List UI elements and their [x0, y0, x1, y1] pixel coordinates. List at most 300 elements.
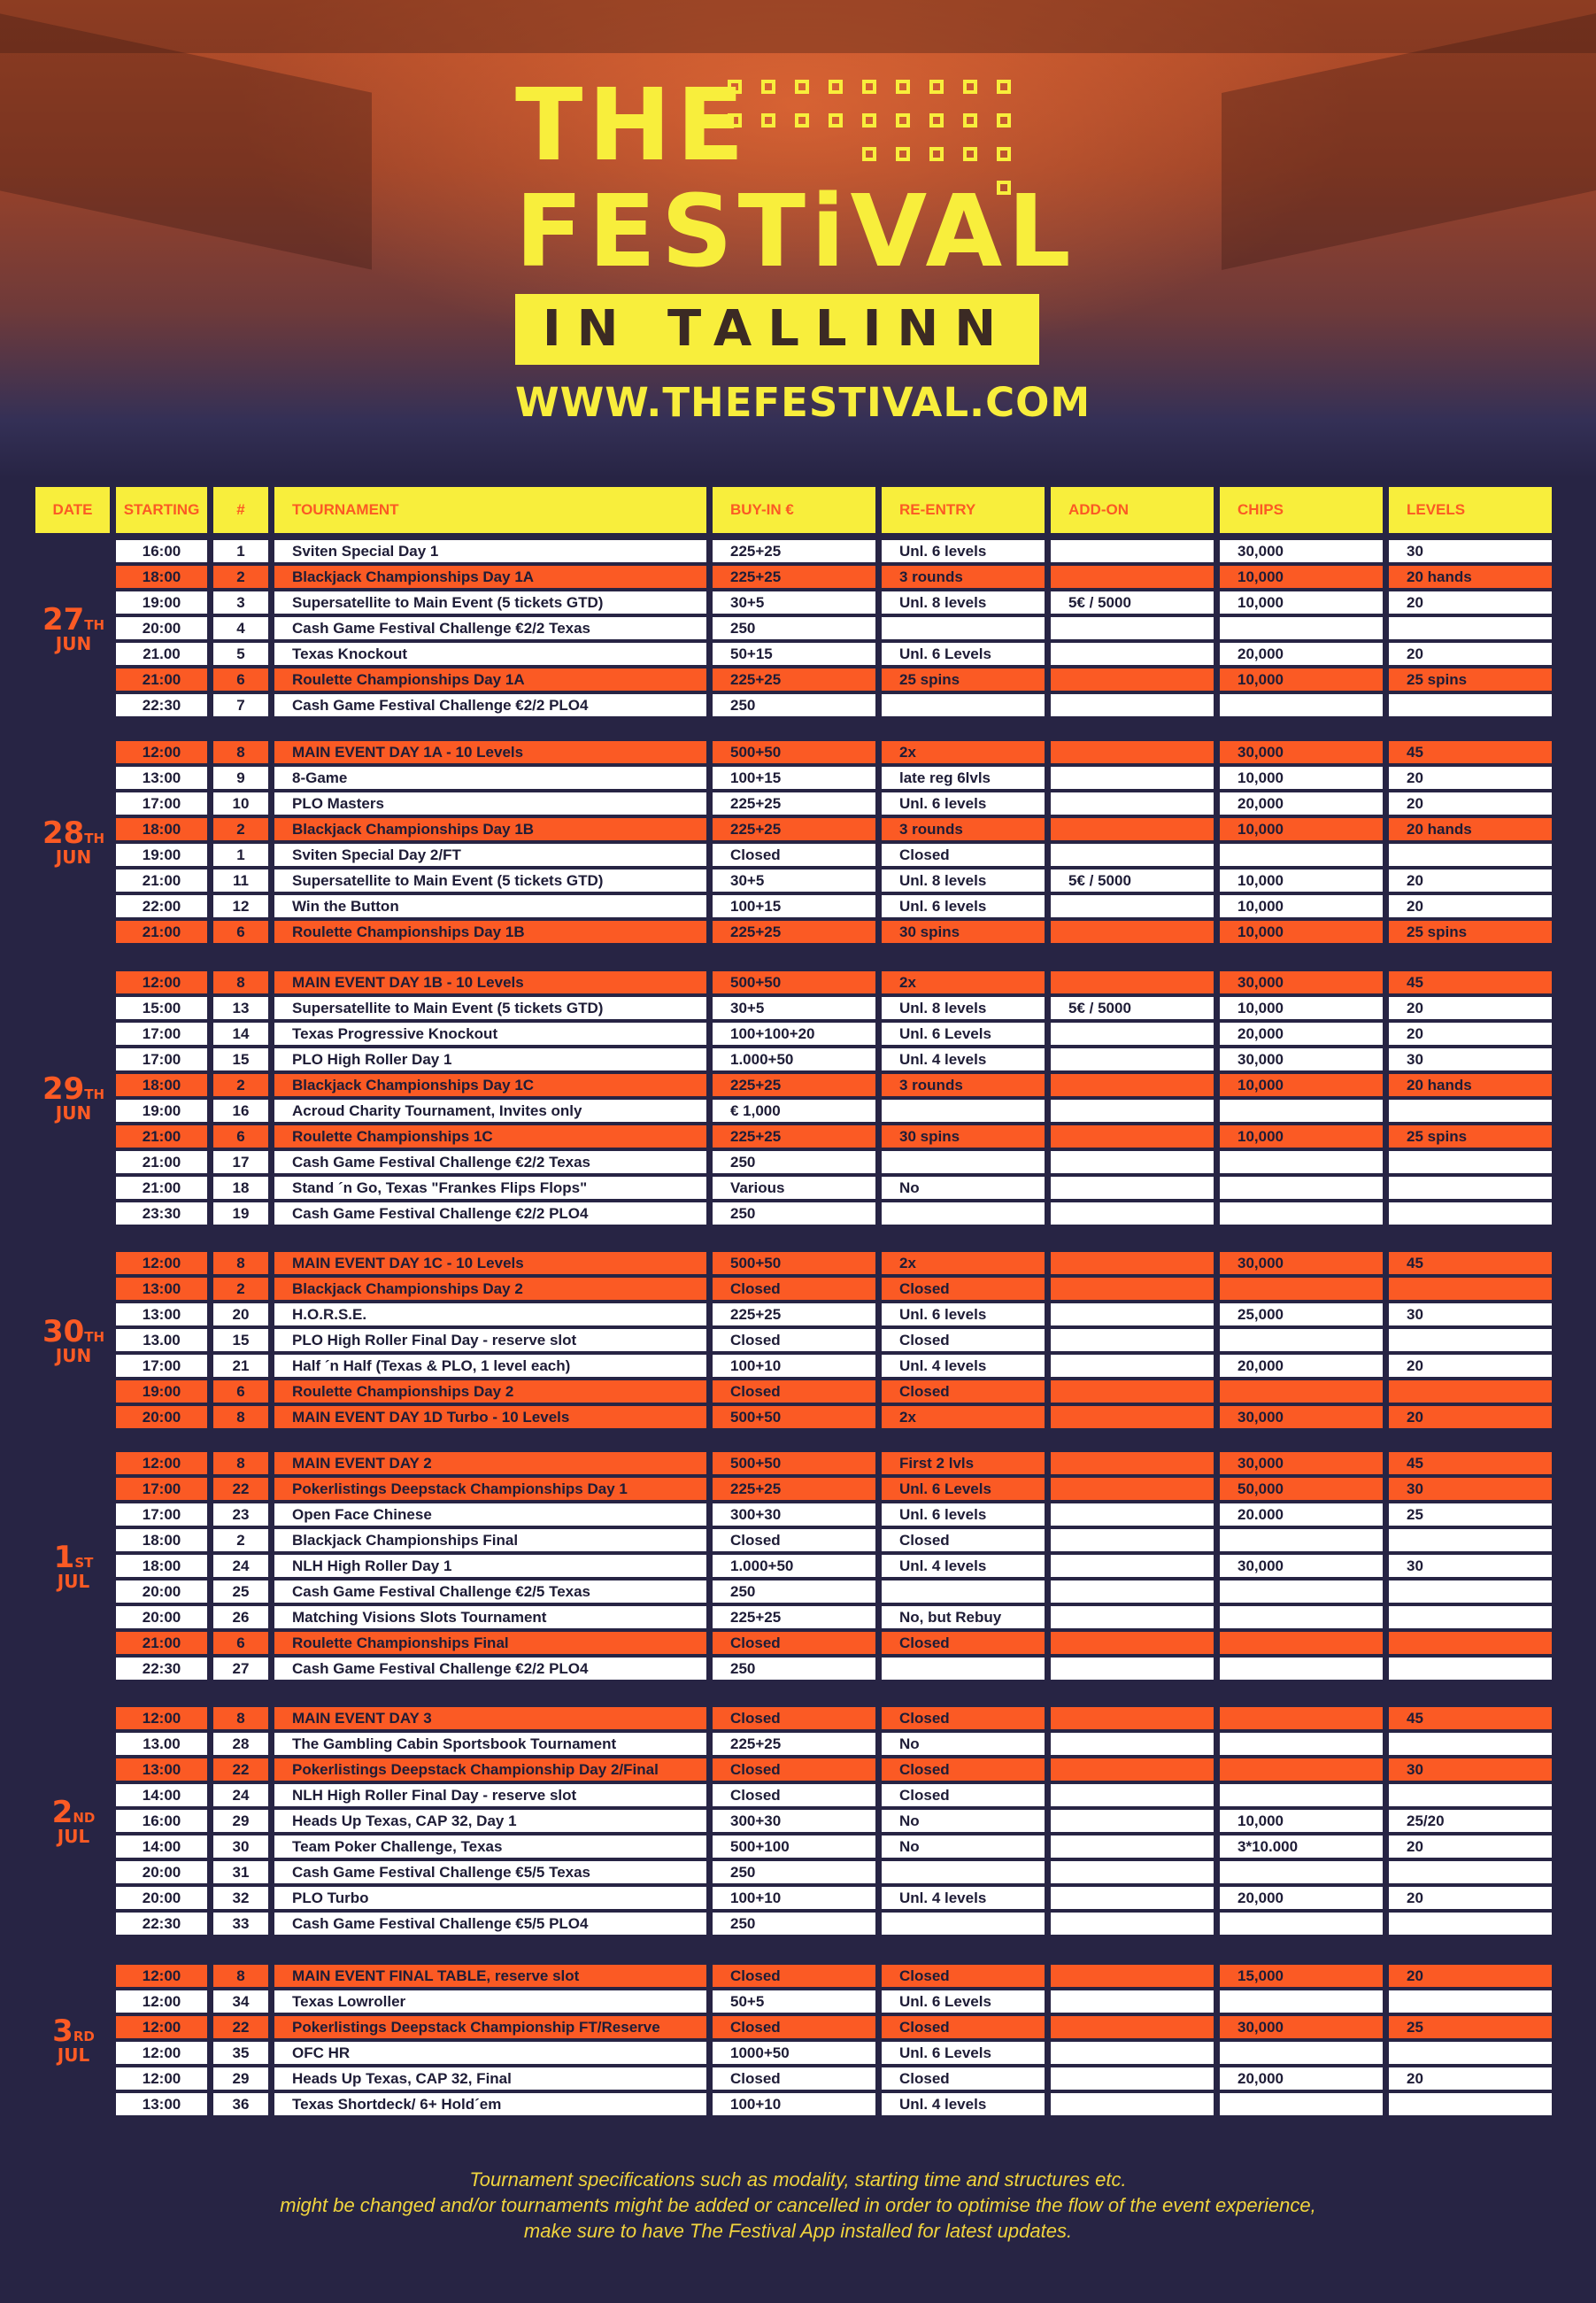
date-suffix: ST — [74, 1554, 94, 1571]
cell-start: 18:00 — [116, 566, 207, 588]
logo-square — [862, 80, 876, 94]
cell-start: 22:00 — [116, 895, 207, 917]
cell-start: 12:00 — [116, 1707, 207, 1729]
logo-square — [929, 113, 944, 128]
cell-levels: 30 — [1389, 1555, 1552, 1577]
cell-name: Matching Visions Slots Tournament — [274, 1606, 706, 1628]
logo-square — [862, 147, 876, 161]
cell-reentry: Closed — [882, 1632, 1045, 1654]
cell-name: PLO High Roller Final Day - reserve slot — [274, 1329, 706, 1351]
cell-buyin: 225+25 — [713, 921, 875, 943]
logo-square — [862, 113, 876, 128]
cell-num: 26 — [213, 1606, 268, 1628]
cell-buyin: 30+5 — [713, 869, 875, 892]
cell-addon: 5€ / 5000 — [1051, 869, 1214, 892]
cell-addon — [1051, 1329, 1214, 1351]
cell-reentry: Unl. 6 Levels — [882, 1990, 1045, 2013]
cell-name: PLO High Roller Day 1 — [274, 1048, 706, 1070]
cell-levels — [1389, 1861, 1552, 1883]
cell-num: 24 — [213, 1555, 268, 1577]
cell-reentry: 2x — [882, 971, 1045, 993]
cell-buyin: Closed — [713, 1707, 875, 1729]
disclaimer-line-2: might be changed and/or tournaments might be added or cancelled in order to optimise the flow of the event experience, — [280, 2194, 1316, 2216]
date-suffix: TH — [84, 831, 105, 846]
date-label — [25, 815, 122, 868]
cell-name: Blackjack Championships Day 1A — [274, 566, 706, 588]
cell-name: MAIN EVENT DAY 1C - 10 Levels — [274, 1252, 706, 1274]
cell-addon — [1051, 1478, 1214, 1500]
logo-square — [795, 80, 809, 94]
cell-levels: 45 — [1389, 1707, 1552, 1729]
cell-start: 17:00 — [116, 1048, 207, 1070]
cell-start: 21:00 — [116, 869, 207, 892]
cell-start: 20:00 — [116, 1887, 207, 1909]
cell-buyin: Closed — [713, 2067, 875, 2090]
cell-addon — [1051, 1529, 1214, 1551]
cell-reentry: No — [882, 1835, 1045, 1858]
cell-addon — [1051, 1100, 1214, 1122]
cell-addon — [1051, 1278, 1214, 1300]
cell-buyin: 250 — [713, 694, 875, 716]
cell-name: NLH High Roller Day 1 — [274, 1555, 706, 1577]
cell-num: 5 — [213, 643, 268, 665]
cell-start: 17:00 — [116, 1023, 207, 1045]
cell-start: 14:00 — [116, 1784, 207, 1806]
logo-square — [997, 113, 1011, 128]
date-month: JUN — [55, 846, 92, 868]
cell-levels: 20 — [1389, 997, 1552, 1019]
cell-levels — [1389, 617, 1552, 639]
cell-buyin: 250 — [713, 1151, 875, 1173]
cell-chips: 10,000 — [1220, 767, 1383, 789]
logo-square-pattern — [728, 80, 1037, 182]
cell-num: 33 — [213, 1913, 268, 1935]
cell-reentry: Closed — [882, 1329, 1045, 1351]
cell-levels — [1389, 1658, 1552, 1680]
cell-addon — [1051, 895, 1214, 917]
logo-banner: IN TALLINN — [515, 294, 1039, 365]
cell-levels: 30 — [1389, 540, 1552, 562]
cell-buyin: 300+30 — [713, 1503, 875, 1526]
cell-name: Cash Game Festival Challenge €5/5 PLO4 — [274, 1913, 706, 1935]
cell-buyin: € 1,000 — [713, 1100, 875, 1122]
date-suffix: TH — [84, 616, 105, 633]
logo-square — [963, 80, 977, 94]
date-day: 28 — [42, 815, 85, 851]
column-header-date: DATE — [35, 487, 110, 533]
cell-name: MAIN EVENT DAY 2 — [274, 1452, 706, 1474]
cell-reentry: Closed — [882, 1965, 1045, 1987]
cell-start: 14:00 — [116, 1835, 207, 1858]
cell-start: 12:00 — [116, 1252, 207, 1274]
cell-buyin: 250 — [713, 1580, 875, 1603]
cell-addon — [1051, 1125, 1214, 1148]
cell-name: PLO Turbo — [274, 1887, 706, 1909]
cell-start: 21:00 — [116, 1632, 207, 1654]
cell-name: Half ´n Half (Texas & PLO, 1 level each) — [274, 1355, 706, 1377]
cell-chips: 30,000 — [1220, 741, 1383, 763]
date-day: 1 — [53, 1539, 75, 1575]
cell-chips — [1220, 1861, 1383, 1883]
cell-levels: 30 — [1389, 1758, 1552, 1781]
cell-addon — [1051, 1913, 1214, 1935]
cell-name: MAIN EVENT DAY 3 — [274, 1707, 706, 1729]
cell-start: 21:00 — [116, 921, 207, 943]
cell-reentry: Unl. 4 levels — [882, 1887, 1045, 1909]
cell-addon — [1051, 1151, 1214, 1173]
cell-name: Supersatellite to Main Event (5 tickets GTD) — [274, 591, 706, 614]
cell-levels: 20 — [1389, 895, 1552, 917]
cell-start: 12:00 — [116, 2016, 207, 2038]
cell-num: 20 — [213, 1303, 268, 1325]
column-header-name: TOURNAMENT — [274, 487, 706, 533]
date-suffix: ND — [73, 1809, 96, 1826]
cell-buyin: 225+25 — [713, 1606, 875, 1628]
cell-levels: 20 — [1389, 643, 1552, 665]
cell-addon — [1051, 694, 1214, 716]
cell-buyin: 100+10 — [713, 1355, 875, 1377]
cell-buyin: Various — [713, 1177, 875, 1199]
cell-reentry: 30 spins — [882, 1125, 1045, 1148]
cell-start: 13:00 — [116, 1303, 207, 1325]
cell-addon — [1051, 1503, 1214, 1526]
cell-num: 15 — [213, 1329, 268, 1351]
cell-chips: 10,000 — [1220, 818, 1383, 840]
cell-name: Cash Game Festival Challenge €2/2 PLO4 — [274, 1202, 706, 1225]
cell-start: 12:00 — [116, 2042, 207, 2064]
cell-num: 16 — [213, 1100, 268, 1122]
cell-start: 13:00 — [116, 2093, 207, 2115]
cell-name: Supersatellite to Main Event (5 tickets GTD) — [274, 997, 706, 1019]
cell-name: Team Poker Challenge, Texas — [274, 1835, 706, 1858]
cell-buyin: 225+25 — [713, 566, 875, 588]
cell-name: Sviten Special Day 1 — [274, 540, 706, 562]
cell-reentry: Closed — [882, 1784, 1045, 1806]
cell-num: 22 — [213, 2016, 268, 2038]
cell-buyin: 500+50 — [713, 1452, 875, 1474]
cell-chips — [1220, 1707, 1383, 1729]
date-day: 30 — [42, 1313, 85, 1349]
cell-buyin: Closed — [713, 1632, 875, 1654]
logo-square — [795, 113, 809, 128]
disclaimer-line-3: make sure to have The Festival App installed for latest updates. — [523, 2220, 1073, 2242]
cell-levels: 20 — [1389, 591, 1552, 614]
hero-banner — [0, 0, 1596, 478]
cell-start: 13:00 — [116, 1278, 207, 1300]
column-header-levels: LEVELS — [1389, 487, 1552, 533]
cell-num: 18 — [213, 1177, 268, 1199]
cell-buyin: 100+15 — [713, 895, 875, 917]
cell-levels: 20 — [1389, 1965, 1552, 1987]
cell-chips — [1220, 1606, 1383, 1628]
cell-buyin: 30+5 — [713, 997, 875, 1019]
cell-buyin: 250 — [713, 1861, 875, 1883]
cell-chips: 30,000 — [1220, 1406, 1383, 1428]
disclaimer-line-1: Tournament specifications such as modality, starting time and structures etc. — [469, 2168, 1127, 2191]
cell-buyin: Closed — [713, 1278, 875, 1300]
cell-addon — [1051, 2016, 1214, 2038]
cell-buyin: 1000+50 — [713, 2042, 875, 2064]
cell-num: 6 — [213, 1125, 268, 1148]
cell-name: H.O.R.S.E. — [274, 1303, 706, 1325]
cell-levels: 20 — [1389, 1023, 1552, 1045]
cell-addon — [1051, 1658, 1214, 1680]
cell-num: 2 — [213, 1529, 268, 1551]
cell-reentry: 2x — [882, 1406, 1045, 1428]
cell-buyin: Closed — [713, 1329, 875, 1351]
column-header-addon: ADD-ON — [1051, 487, 1214, 533]
cell-num: 34 — [213, 1990, 268, 2013]
cell-addon — [1051, 566, 1214, 588]
cell-chips: 20,000 — [1220, 643, 1383, 665]
cell-addon — [1051, 1810, 1214, 1832]
cell-addon — [1051, 971, 1214, 993]
cell-reentry: 3 rounds — [882, 818, 1045, 840]
cell-start: 21:00 — [116, 1125, 207, 1148]
cell-addon: 5€ / 5000 — [1051, 591, 1214, 614]
cell-levels: 20 hands — [1389, 1074, 1552, 1096]
cell-chips — [1220, 694, 1383, 716]
column-header-reentry: RE-ENTRY — [882, 487, 1045, 533]
cell-start: 19:00 — [116, 591, 207, 614]
cell-start: 12:00 — [116, 741, 207, 763]
cell-addon — [1051, 1023, 1214, 1045]
cell-buyin: 225+25 — [713, 1733, 875, 1755]
cell-levels: 30 — [1389, 1303, 1552, 1325]
cell-buyin: 500+50 — [713, 1252, 875, 1274]
cell-levels — [1389, 1100, 1552, 1122]
cell-levels: 20 hands — [1389, 818, 1552, 840]
logo-square — [829, 113, 843, 128]
cell-reentry: Closed — [882, 2016, 1045, 2038]
cell-num: 11 — [213, 869, 268, 892]
cell-chips: 10,000 — [1220, 921, 1383, 943]
cell-start: 19:00 — [116, 1380, 207, 1403]
cell-addon — [1051, 1990, 1214, 2013]
cell-chips: 30,000 — [1220, 971, 1383, 993]
cell-buyin: 250 — [713, 1913, 875, 1935]
cell-buyin: 100+100+20 — [713, 1023, 875, 1045]
cell-buyin: 225+25 — [713, 1478, 875, 1500]
cell-name: Stand ´n Go, Texas "Frankes Flips Flops" — [274, 1177, 706, 1199]
logo-square — [728, 80, 742, 94]
cell-levels: 25/20 — [1389, 1810, 1552, 1832]
cell-name: NLH High Roller Final Day - reserve slot — [274, 1784, 706, 1806]
cell-name: Pokerlistings Deepstack Championship Day 2/Final — [274, 1758, 706, 1781]
cell-addon — [1051, 1861, 1214, 1883]
cell-reentry: 25 spins — [882, 668, 1045, 691]
date-label — [25, 1539, 122, 1592]
cell-start: 13:00 — [116, 1758, 207, 1781]
cell-levels — [1389, 844, 1552, 866]
cell-addon — [1051, 2067, 1214, 2090]
cell-reentry: 3 rounds — [882, 566, 1045, 588]
cell-name: The Gambling Cabin Sportsbook Tournament — [274, 1733, 706, 1755]
date-day: 2 — [51, 1794, 73, 1830]
cell-levels: 45 — [1389, 1252, 1552, 1274]
cell-num: 1 — [213, 844, 268, 866]
cell-num: 1 — [213, 540, 268, 562]
cell-addon — [1051, 2042, 1214, 2064]
cell-name: Cash Game Festival Challenge €2/2 Texas — [274, 1151, 706, 1173]
cell-num: 6 — [213, 921, 268, 943]
cell-chips: 25,000 — [1220, 1303, 1383, 1325]
cell-start: 17:00 — [116, 792, 207, 815]
logo-square — [896, 80, 910, 94]
cell-chips — [1220, 1100, 1383, 1122]
cell-name: Blackjack Championships Day 1C — [274, 1074, 706, 1096]
cell-start: 21:00 — [116, 668, 207, 691]
logo-square — [761, 113, 775, 128]
cell-chips: 10,000 — [1220, 869, 1383, 892]
cell-addon — [1051, 1303, 1214, 1325]
cell-addon: 5€ / 5000 — [1051, 997, 1214, 1019]
cell-name: MAIN EVENT DAY 1B - 10 Levels — [274, 971, 706, 993]
cell-num: 10 — [213, 792, 268, 815]
cell-levels: 25 — [1389, 1503, 1552, 1526]
cell-num: 32 — [213, 1887, 268, 1909]
cell-levels — [1389, 694, 1552, 716]
cell-reentry: No — [882, 1733, 1045, 1755]
cell-start: 13.00 — [116, 1733, 207, 1755]
cell-num: 9 — [213, 767, 268, 789]
cell-num: 6 — [213, 1380, 268, 1403]
cell-addon — [1051, 668, 1214, 691]
cell-levels — [1389, 1278, 1552, 1300]
cell-reentry — [882, 694, 1045, 716]
cell-name: Cash Game Festival Challenge €2/2 PLO4 — [274, 1658, 706, 1680]
cell-addon — [1051, 1177, 1214, 1199]
cell-name: Roulette Championships Day 1A — [274, 668, 706, 691]
cell-name: MAIN EVENT FINAL TABLE, reserve slot — [274, 1965, 706, 1987]
cell-chips — [1220, 1733, 1383, 1755]
cell-levels: 20 — [1389, 792, 1552, 815]
cell-name: Texas Lowroller — [274, 1990, 706, 2013]
cell-addon — [1051, 741, 1214, 763]
cell-reentry: Unl. 6 Levels — [882, 2042, 1045, 2064]
cell-start: 16:00 — [116, 540, 207, 562]
cell-buyin: 250 — [713, 1658, 875, 1680]
festival-logo — [515, 68, 1076, 368]
cell-name: MAIN EVENT DAY 1D Turbo - 10 Levels — [274, 1406, 706, 1428]
date-suffix: TH — [84, 1328, 105, 1345]
cell-name: Roulette Championships Final — [274, 1632, 706, 1654]
cell-chips — [1220, 1278, 1383, 1300]
cell-chips — [1220, 1632, 1383, 1654]
cell-reentry: 2x — [882, 741, 1045, 763]
cell-chips: 20,000 — [1220, 2067, 1383, 2090]
cell-chips: 20.000 — [1220, 1503, 1383, 1526]
cell-buyin: Closed — [713, 1380, 875, 1403]
logo-square — [929, 147, 944, 161]
cell-addon — [1051, 844, 1214, 866]
cell-chips — [1220, 1990, 1383, 2013]
cell-name: Blackjack Championships Day 1B — [274, 818, 706, 840]
date-suffix: RD — [73, 2029, 95, 2044]
cell-reentry — [882, 1913, 1045, 1935]
hero-beam — [0, 0, 1596, 53]
logo-square — [829, 80, 843, 94]
cell-num: 24 — [213, 1784, 268, 1806]
cell-levels: 25 spins — [1389, 921, 1552, 943]
cell-name: Texas Knockout — [274, 643, 706, 665]
cell-start: 19:00 — [116, 1100, 207, 1122]
cell-chips: 20,000 — [1220, 1887, 1383, 1909]
cell-num: 7 — [213, 694, 268, 716]
cell-num: 13 — [213, 997, 268, 1019]
cell-reentry — [882, 1151, 1045, 1173]
cell-reentry — [882, 1658, 1045, 1680]
cell-levels: 25 spins — [1389, 1125, 1552, 1148]
cell-start: 18:00 — [116, 1074, 207, 1096]
cell-buyin: 500+100 — [713, 1835, 875, 1858]
cell-start: 18:00 — [116, 1529, 207, 1551]
cell-levels — [1389, 2093, 1552, 2115]
cell-reentry: Unl. 6 levels — [882, 1503, 1045, 1526]
cell-reentry: 3 rounds — [882, 1074, 1045, 1096]
cell-num: 14 — [213, 1023, 268, 1045]
cell-name: PLO Masters — [274, 792, 706, 815]
cell-name: Texas Shortdeck/ 6+ Hold´em — [274, 2093, 706, 2115]
cell-chips: 20,000 — [1220, 1355, 1383, 1377]
cell-levels: 20 hands — [1389, 566, 1552, 588]
cell-name: Sviten Special Day 2/FT — [274, 844, 706, 866]
cell-num: 23 — [213, 1503, 268, 1526]
cell-num: 8 — [213, 1965, 268, 1987]
cell-num: 19 — [213, 1202, 268, 1225]
cell-reentry: Unl. 6 levels — [882, 1303, 1045, 1325]
cell-buyin: Closed — [713, 1758, 875, 1781]
cell-addon — [1051, 792, 1214, 815]
cell-num: 2 — [213, 1278, 268, 1300]
date-label — [25, 601, 122, 654]
date-suffix: TH — [84, 1086, 105, 1102]
cell-start: 21:00 — [116, 1177, 207, 1199]
cell-addon — [1051, 1784, 1214, 1806]
cell-levels — [1389, 1784, 1552, 1806]
cell-name: Supersatellite to Main Event (5 tickets GTD) — [274, 869, 706, 892]
cell-buyin: 50+5 — [713, 1990, 875, 2013]
cell-start: 17:00 — [116, 1503, 207, 1526]
cell-reentry: Closed — [882, 844, 1045, 866]
cell-addon — [1051, 1380, 1214, 1403]
date-month: JUN — [55, 1102, 92, 1124]
cell-start: 20:00 — [116, 1580, 207, 1603]
cell-reentry: Unl. 8 levels — [882, 997, 1045, 1019]
cell-start: 23:30 — [116, 1202, 207, 1225]
cell-addon — [1051, 540, 1214, 562]
cell-chips — [1220, 844, 1383, 866]
cell-reentry: Unl. 6 Levels — [882, 1023, 1045, 1045]
cell-num: 8 — [213, 1252, 268, 1274]
cell-addon — [1051, 1452, 1214, 1474]
cell-buyin: Closed — [713, 1529, 875, 1551]
cell-start: 19:00 — [116, 844, 207, 866]
cell-addon — [1051, 1887, 1214, 1909]
cell-name: Heads Up Texas, CAP 32, Final — [274, 2067, 706, 2090]
date-label — [25, 2013, 122, 2066]
cell-addon — [1051, 1733, 1214, 1755]
cell-levels — [1389, 1202, 1552, 1225]
cell-buyin: 300+30 — [713, 1810, 875, 1832]
logo-line2: FESTiVAL — [515, 174, 1076, 290]
cell-levels: 20 — [1389, 1887, 1552, 1909]
cell-start: 15:00 — [116, 997, 207, 1019]
cell-num: 8 — [213, 971, 268, 993]
cell-chips — [1220, 1658, 1383, 1680]
date-month: JUL — [57, 1825, 90, 1847]
cell-reentry: Unl. 8 levels — [882, 591, 1045, 614]
